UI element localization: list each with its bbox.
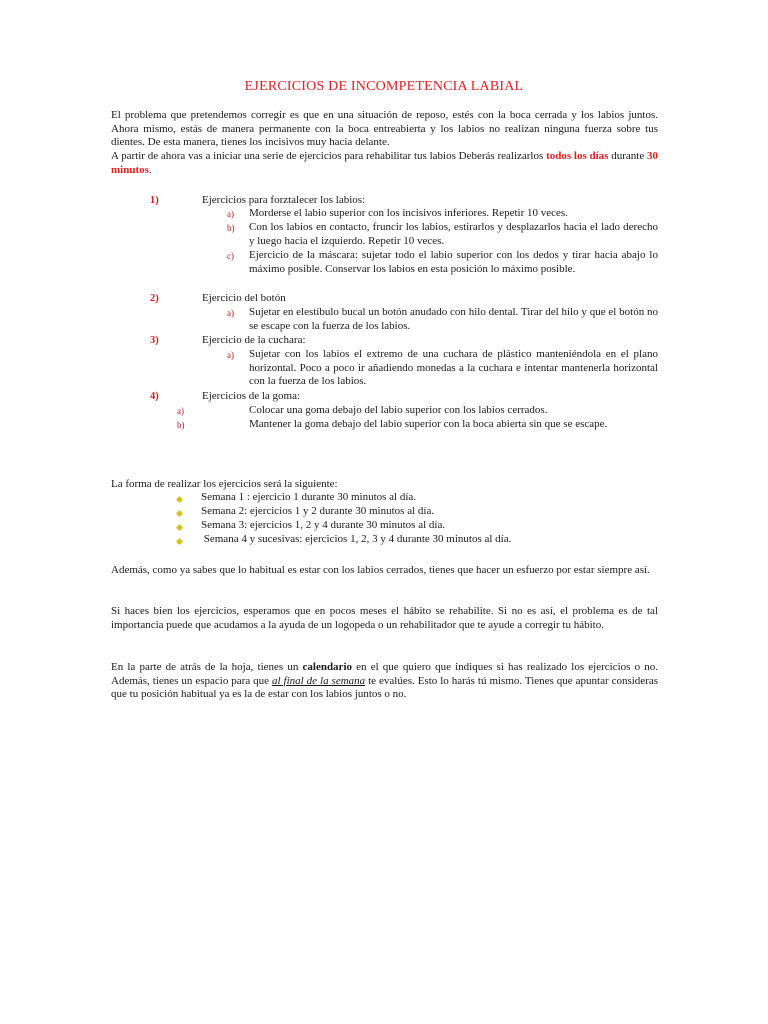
intro-text-1: El problema que pretendemos corregir es que en una situación de reposo, estés con la boca cerrada y los labios juntos. Ahora mismo, estás de manera permanente con la boca entreabierta y los labios no realizan ninguna fuerza sobre tus dientes. De esta manera, tienes los incisivos muy hacia delante.: [111, 109, 658, 149]
intro-bold-minutes: 30 minutos: [111, 150, 659, 176]
exercise-item-text: Sujetar en elestíbulo bucal un botón anudado con hilo dental. Tirar del hilo y que el botón no se escape con la fuerza de los labios.: [249, 306, 658, 332]
intro-bold-days: todos los días: [546, 150, 609, 163]
closing-paragraph-1: Además, como ya sabes que lo habitual es estar con los labios cerrados, tienes que hacer un esfuerzo por estar siempre así.: [111, 564, 650, 576]
closing-paragraph-3: [111, 661, 658, 702]
closing-text-mid: en el que quiero que indiques si has realizado los ejercicios o no. Además, tienes un espacio para que: [111, 661, 658, 687]
exercise-item-letter: a): [227, 350, 234, 360]
exercise-title: Ejercicio de la cuchara:: [202, 334, 306, 346]
closing-paragraph-2: Si haces bien los ejercicios, esperamos que en pocos meses el hábito se rehabilite. Si no es así, el problema es de tal importancia puede que acudamos a la ayuda de un logopeda o un rehabilitador que te ayude a corregir tu hábito.: [111, 605, 658, 631]
schedule-week: Semana 2: ejercicios 1 y 2 durante 30 minutos al día.: [201, 505, 435, 517]
exercise-title: Ejercicios de la goma:: [202, 390, 301, 402]
exercise-item-text: Morderse el labio superior con los incisivos inferiores. Repetir 10 veces.: [249, 207, 568, 219]
schedule-week: Semana 1 : ejercicio 1 durante 30 minutos al día.: [201, 491, 417, 503]
intro-paragraph: [111, 109, 658, 178]
exercise-title: Ejercicios para forztalecer los labios:: [202, 194, 366, 206]
exercise-item-letter: a): [227, 308, 234, 318]
intro-period: .: [148, 163, 152, 176]
exercise-item-text: Sujetar con los labios el extremo de una cuchara de plástico manteniéndola en el plano horizontal. Poco a poco ir añadiendo monedas a la cuchara e intentar mantenerla horizontal con la fuerza de los labios.: [249, 348, 658, 388]
exercise-number: 1): [150, 195, 159, 206]
bullet-icon: [176, 496, 183, 503]
schedule-week: Semana 4 y sucesivas: ejercicios 1, 2, 3 y 4 durante 30 minutos al día.: [201, 533, 512, 545]
closing-text-end: te evalúes. Esto lo harás tú mismo. Tienes que apuntar consideras que tu posición habitual ya es la de estar con los labios juntos o no.: [111, 674, 659, 701]
exercise-number: 4): [150, 391, 159, 402]
schedule-week: Semana 3: ejercicios 1, 2 y 4 durante 30 minutos al día.: [201, 519, 446, 531]
exercise-item-text: Colocar una goma debajo del labio superior con los labios cerrados.: [249, 404, 548, 416]
exercise-item-text: Ejercicio de la máscara: sujetar todo el labio superior con los dedos y tirar hacia abajo lo máximo posible. Conservar los labios en esta posición lo máximo posible.: [249, 249, 658, 275]
exercise-item-letter: b): [227, 223, 235, 233]
closing-text-start: En la parte de atrás de la hoja, tienes un: [111, 661, 299, 673]
bullet-icon: [176, 524, 183, 531]
exercise-item-text: Con los labios en contacto, fruncir los labios, estirarlos y desplazarlos hacia el lado derecho y luego hacia el izquierdo. Repetir 10 veces.: [249, 221, 658, 247]
exercise-item-text: Mantener la goma debajo del labio superior con la boca abierta sin que se escape.: [249, 418, 608, 430]
exercise-title: Ejercicio del botón: [202, 292, 286, 304]
calendar-bold: calendario: [302, 661, 352, 673]
bullet-icon: [176, 538, 183, 545]
intro-text-during: durante: [611, 150, 645, 163]
exercise-item-letter: c): [227, 251, 234, 261]
exercise-number: 2): [150, 293, 159, 304]
exercise-number: 3): [150, 335, 159, 346]
exercise-item-letter: a): [227, 209, 234, 219]
exercise-item-letter: a): [177, 406, 184, 416]
end-of-week-underline: al final de la semana: [272, 674, 366, 687]
bullet-icon: [176, 510, 183, 517]
document-title: EJERCICIOS DE INCOMPETENCIA LABIAL: [244, 79, 524, 94]
exercise-item-letter: b): [177, 420, 185, 430]
schedule-intro: La forma de realizar los ejercicios será la siguiente:: [111, 478, 338, 490]
intro-text-2: A partir de ahora vas a iniciar una serie de ejercicios para rehabilitar tus labios Deberás realizarlos: [111, 150, 544, 163]
